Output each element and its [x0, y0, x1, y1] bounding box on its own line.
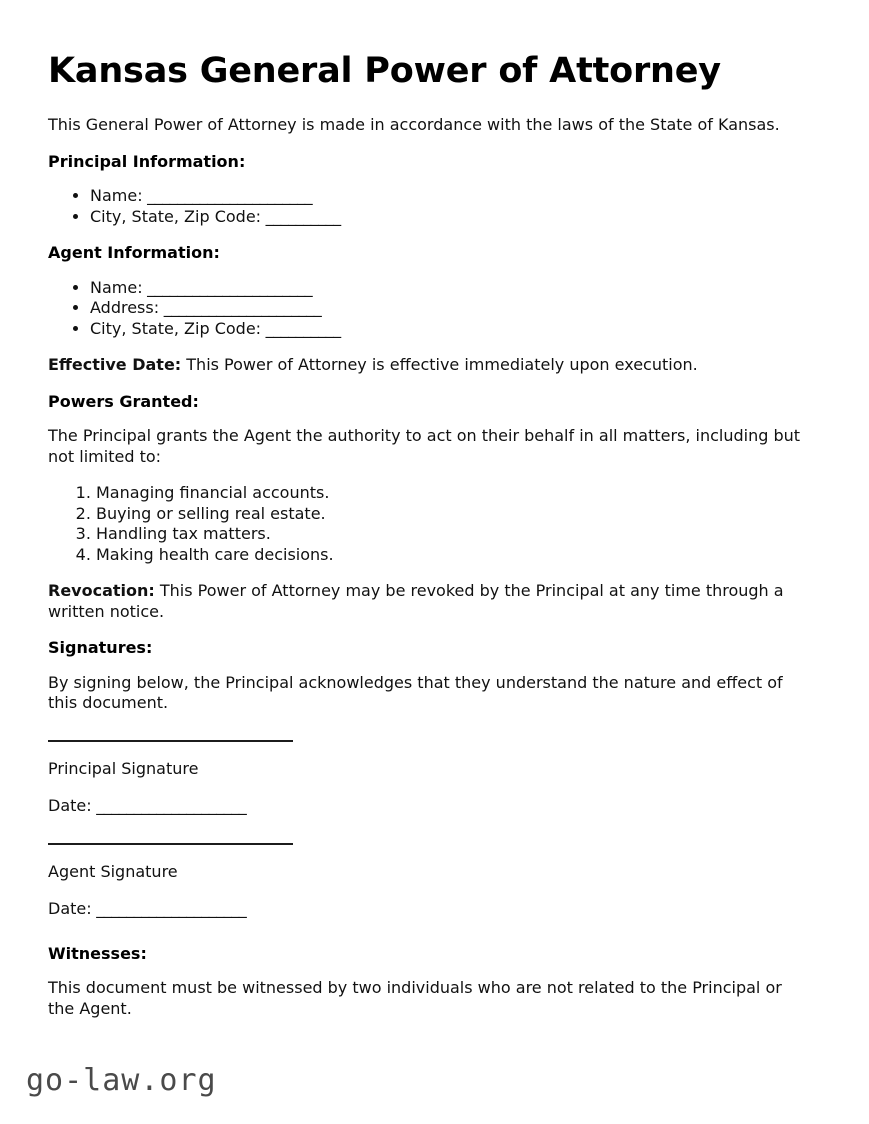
date-blank[interactable]: ____________________ [91, 796, 247, 816]
agent-signature-label: Agent Signature [48, 861, 178, 881]
date-label: Date: [48, 899, 92, 919]
revocation-label: Revocation: [48, 581, 155, 601]
field-label: City, State, Zip Code: [90, 206, 262, 226]
principal-date-field [48, 796, 812, 817]
list-item [90, 319, 812, 340]
agent-information-list [48, 278, 812, 340]
list-item: 3. Handling tax matters. [96, 524, 812, 545]
field-label: Name: [90, 186, 143, 206]
field-blank[interactable]: ______________________ [142, 277, 313, 297]
powers-granted-intro: The Principal grants the Agent the authority to act on their behalf in all matters, including but not limited to: [48, 426, 801, 466]
field-label: Name: [90, 277, 143, 297]
principal-signature-line[interactable] [48, 740, 293, 742]
witnesses-paragraph: This document must be witnessed by two individuals who are not related to the Principal or the Agent. [48, 978, 782, 1018]
list-item: 1. Managing financial accounts. [96, 483, 812, 504]
field-label: City, State, Zip Code: [90, 318, 262, 338]
powers-granted-list [48, 483, 812, 565]
field-blank[interactable]: _____________________ [159, 298, 322, 318]
field-blank[interactable]: __________ [261, 206, 341, 226]
intro-paragraph: This General Power of Attorney is made in accordance with the laws of the State of Kansas. [48, 115, 780, 135]
list-item [90, 298, 812, 319]
field-blank[interactable]: __________ [261, 318, 341, 338]
list-item [90, 186, 812, 207]
principal-signature-block [48, 740, 812, 817]
field-blank[interactable]: ______________________ [142, 186, 313, 206]
principal-information-list [48, 186, 812, 227]
list-item [90, 278, 812, 299]
revocation-paragraph [48, 581, 812, 622]
date-label: Date: [48, 796, 92, 816]
list-item: 2. Buying or selling real estate. [96, 504, 812, 525]
agent-signature-line[interactable] [48, 843, 293, 845]
watermark: go-law.org [26, 1063, 217, 1098]
page-title: Kansas General Power of Attorney [48, 51, 721, 91]
effective-date-label: Effective Date: [48, 355, 182, 375]
witnesses-heading: Witnesses: [48, 943, 147, 963]
field-label: Address: [90, 298, 160, 318]
powers-granted-heading: Powers Granted: [48, 391, 199, 411]
list-item: 4. Making health care decisions. [96, 545, 812, 566]
agent-information-heading: Agent Information: [48, 243, 220, 263]
date-blank[interactable]: ____________________ [91, 899, 247, 919]
signatures-heading: Signatures: [48, 638, 153, 658]
effective-date-text: This Power of Attorney is effective immediately upon execution. [181, 355, 698, 375]
list-item [90, 207, 812, 228]
revocation-text: This Power of Attorney may be revoked by the Principal at any time through a written notice. [48, 581, 784, 621]
signatures-intro: By signing below, the Principal acknowledges that they understand the nature and effect of this document. [48, 672, 783, 713]
agent-signature-block [48, 843, 812, 920]
principal-information-heading: Principal Information: [48, 151, 246, 171]
effective-date-paragraph [48, 355, 812, 376]
principal-signature-label: Principal Signature [48, 758, 199, 778]
agent-date-field [48, 899, 812, 920]
